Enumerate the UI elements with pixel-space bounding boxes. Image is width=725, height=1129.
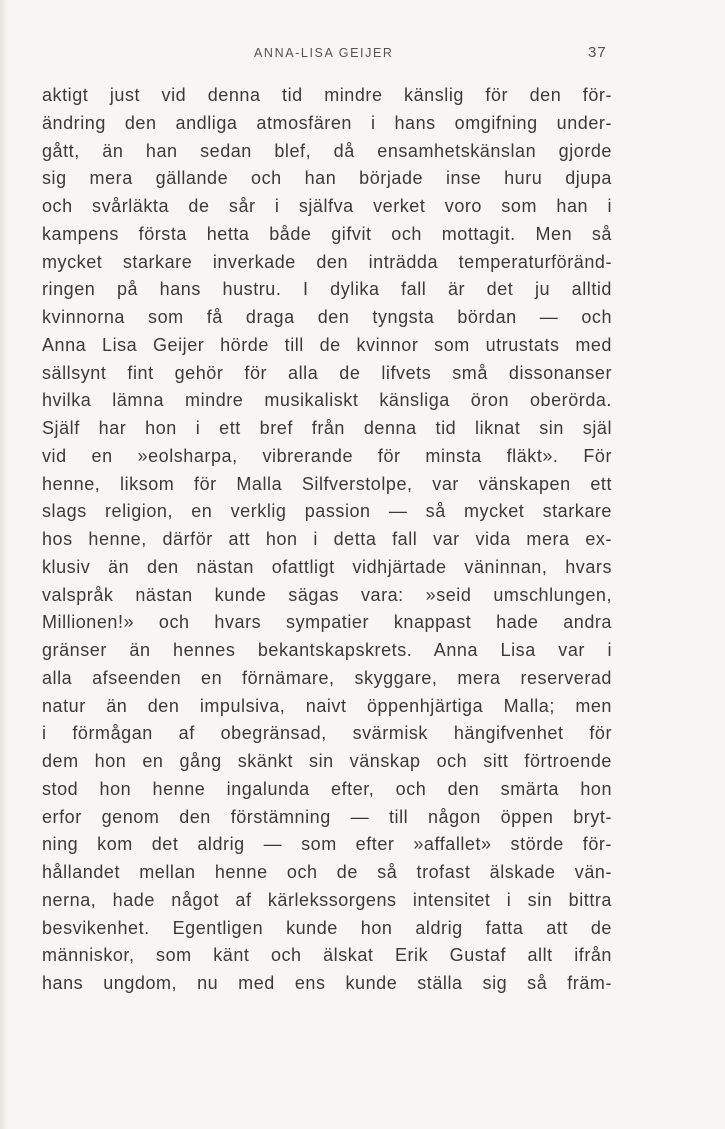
text-line: hans ungdom, nu med ens kunde ställa sig så främ- — [42, 973, 612, 993]
text-line: Millionen!» och hvars sympatier knappast hade andra — [42, 612, 612, 633]
running-head: ANNA-LISA GEIJER — [254, 46, 394, 60]
text-line: sällsynt fint gehör för alla de lifvets små dissonanser — [42, 362, 612, 383]
text-line: natur än den impulsiva, naivt öppenhjärtiga Malla; men — [42, 695, 612, 716]
text-line: människor, som känt och älskat Erik Gustaf allt ifrån — [42, 945, 612, 966]
page-number: 37 — [588, 44, 607, 61]
text-line: hos henne, därför att hon i detta fall var vida mera ex- — [42, 529, 612, 549]
text-line: vid en »eolsharpa, vibrerande för minsta fläkt». För — [42, 445, 612, 466]
text-line: ändring den andliga atmosfären i hans omgifning under- — [42, 112, 612, 133]
text-line: hållandet mellan henne och de så trofast älskade vän- — [42, 862, 612, 882]
text-line: klusiv än den nästan ofattligt vidhjärtade väninnan, hvars — [42, 556, 612, 577]
text-line: kampens första hetta både gifvit och mottagit. Men så — [42, 223, 612, 244]
text-line: nerna, hade något af kärlekssorgens intensitet i sin bittra — [42, 889, 612, 910]
page-header — [0, 46, 725, 66]
body-text — [42, 82, 612, 998]
text-line: i förmågan af obegränsad, svärmisk hängifvenhet för — [42, 723, 612, 744]
text-line: erfor genom den förstämning — till någon öppen bryt- — [42, 806, 612, 827]
text-line: stod hon henne ingalunda efter, och den smärta hon — [42, 778, 612, 799]
text-line: valspråk nästan kunde sägas vara: »seid umschlungen, — [42, 584, 612, 605]
page-gutter-shadow — [0, 0, 8, 1129]
text-line: aktigt just vid denna tid mindre känslig för den för- — [42, 85, 612, 105]
text-line: Själf har hon i ett bref från denna tid liknat sin själ — [42, 418, 612, 438]
text-line: dem hon en gång skänkt sin vänskap och sitt förtroende — [42, 751, 612, 771]
text-line: besvikenhet. Egentligen kunde hon aldrig fatta att de — [42, 917, 612, 938]
text-line: kvinnorna som få draga den tyngsta bördan — och — [42, 307, 612, 327]
text-line: gått, än han sedan blef, då ensamhetskänslan gjorde — [42, 140, 612, 161]
text-line: slags religion, en verklig passion — så mycket starkare — [42, 501, 612, 522]
text-line: och svårläkta de sår i själfva verket voro som han i — [42, 196, 612, 216]
text-line: henne, liksom för Malla Silfverstolpe, var vänskapen ett — [42, 473, 612, 494]
text-line: ringen på hans hustru. I dylika fall är det ju alltid — [42, 279, 612, 300]
text-line: alla afseenden en förnämare, skyggare, mera reserverad — [42, 667, 612, 688]
text-line: hvilka lämna mindre musikaliskt känsliga öron oberörda. — [42, 390, 612, 411]
text-line: ning kom det aldrig — som efter »affallet» störde för- — [42, 834, 612, 855]
text-line: gränser än hennes bekantskapskrets. Anna Lisa var i — [42, 640, 612, 660]
text-line: Anna Lisa Geijer hörde till de kvinnor som utrustats med — [42, 334, 612, 355]
text-line: mycket starkare inverkade den inträdda temperaturföränd- — [42, 251, 612, 272]
text-line: sig mera gällande och han började inse huru djupa — [42, 168, 612, 189]
